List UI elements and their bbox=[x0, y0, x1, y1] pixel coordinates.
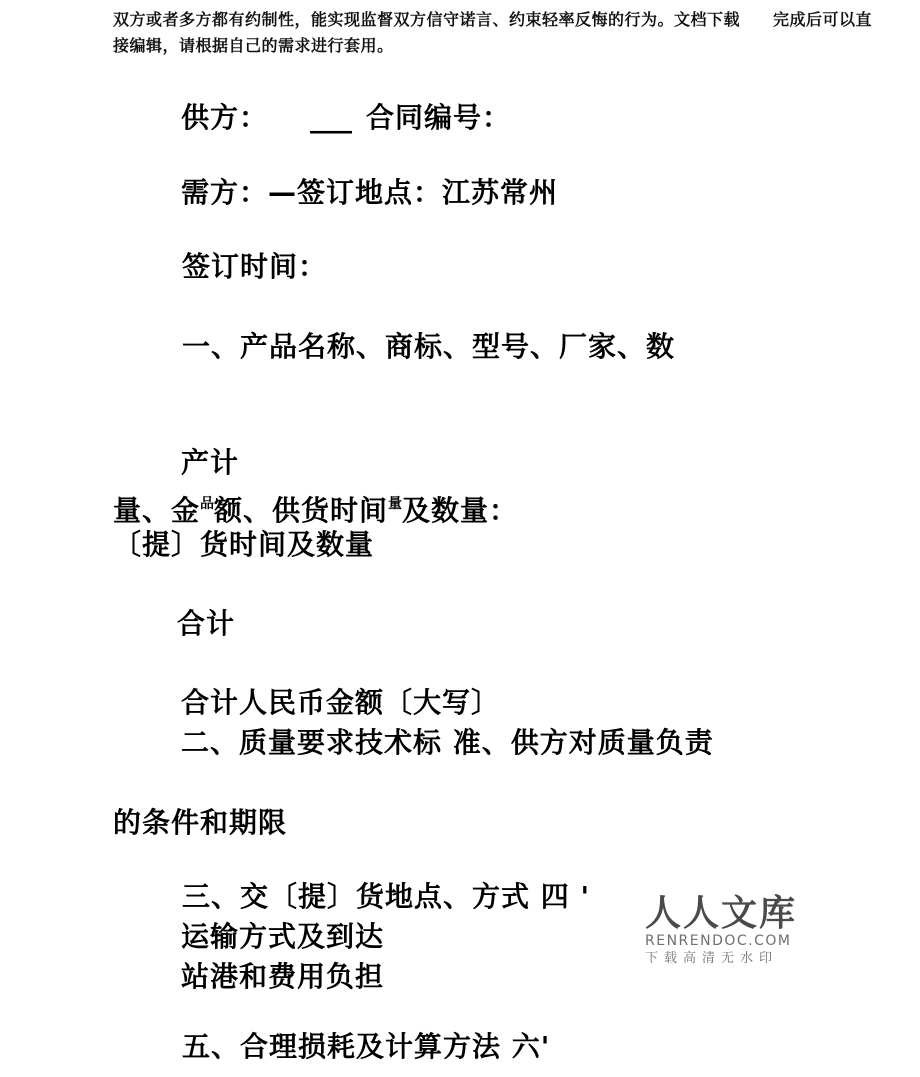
renrendoc-watermark bbox=[645, 893, 815, 968]
delivery-time-line: 〔提〕货时间及数量 bbox=[113, 528, 375, 561]
quantity-seg-1: 量、金 bbox=[113, 494, 201, 527]
section5-title: 五、合理损耗及计算方法 六' bbox=[182, 1030, 551, 1063]
intro-paragraph-line-2: 接编辑，请根据自己的需求进行套用。 bbox=[113, 36, 394, 55]
chanji-fragment: 产计 bbox=[181, 446, 240, 479]
supplier-line bbox=[181, 101, 511, 135]
quantity-amount-line bbox=[113, 487, 518, 528]
watermark-title: 人人文库 bbox=[645, 892, 798, 934]
section2-title: 二、质量要求技术标 准、供方对质量负责 bbox=[181, 726, 714, 759]
section3-title: 三、交〔提〕货地点、方式 四 ' bbox=[182, 880, 591, 913]
watermark-tagline: 下载高清无水印 bbox=[645, 951, 779, 966]
supplier-blank-underscores: ___ bbox=[310, 101, 353, 134]
section2-continuation: 的条件和期限 bbox=[113, 806, 288, 839]
supplier-label: 供方： bbox=[181, 101, 269, 134]
contract-number-label: 合同编号： bbox=[366, 101, 512, 134]
station-fee-line: 站港和费用负担 bbox=[181, 960, 385, 993]
quantity-seg-2: 额、供货时间 bbox=[214, 494, 389, 527]
quantity-seg-3: 及数量： bbox=[402, 494, 519, 527]
watermark-domain: RENRENDOC.COM bbox=[645, 933, 792, 949]
section1-title: 一、产品名称、商标、型号、厂家、数 bbox=[182, 330, 676, 363]
buyer-line: 需方：—签订地点：江苏常州 bbox=[181, 176, 559, 209]
quantity-sup-liang: 量 bbox=[388, 496, 403, 512]
intro-paragraph-line-1: 双方或者多方都有约制性，能实现监督双方信守诺言、约束轻率反悔的行为。文档下载 完成后可以直 bbox=[113, 10, 873, 29]
total-label: 合计 bbox=[177, 607, 236, 640]
signing-time-label: 签订时间： bbox=[182, 250, 328, 283]
transport-line: 运输方式及到达 bbox=[181, 920, 385, 953]
quantity-sup-pin: 品 bbox=[200, 496, 215, 512]
total-amount-line: 合计人民币金额〔大写〕 bbox=[181, 686, 501, 719]
